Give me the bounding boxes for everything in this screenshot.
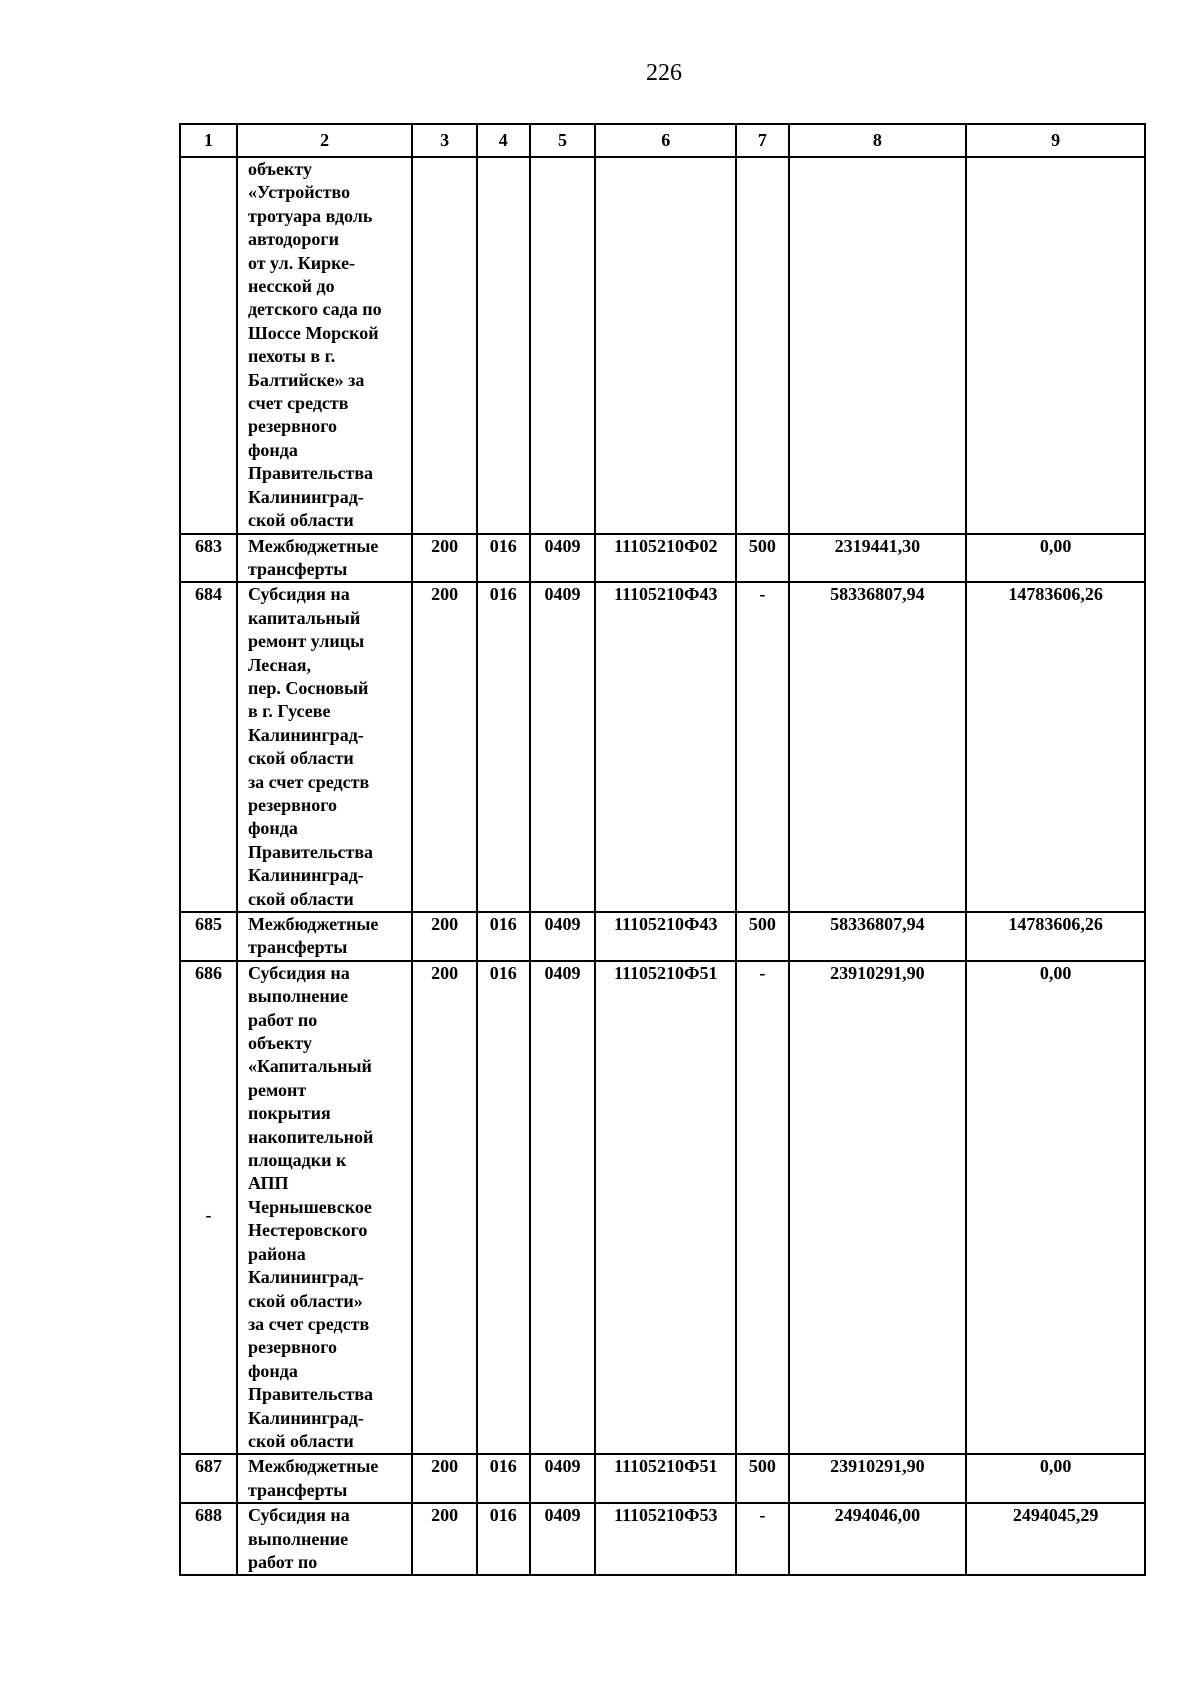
col-header-2: 2 <box>237 124 412 157</box>
table-row <box>180 534 1145 583</box>
col-header-8: 8 <box>789 124 967 157</box>
row-name: Субсидия на выполнение работ по <box>237 1503 412 1575</box>
row-code-6: 11105210Ф43 <box>595 912 736 961</box>
table-row <box>180 1454 1145 1503</box>
table-row <box>180 1503 1145 1575</box>
row-code-7 <box>736 157 788 534</box>
row-code-4: 016 <box>477 1503 529 1575</box>
row-code-7: - <box>736 1503 788 1575</box>
row-number: 683 <box>180 534 237 583</box>
table-row <box>180 961 1145 1455</box>
row-code-3: 200 <box>412 1454 477 1503</box>
row-code-4: 016 <box>477 961 529 1455</box>
table-row <box>180 157 1145 534</box>
row-code-5: 0409 <box>530 582 596 912</box>
row-number: 684 <box>180 582 237 912</box>
row-amount-9: 0,00 <box>966 534 1145 583</box>
row-code-5: 0409 <box>530 912 596 961</box>
row-amount-8: 58336807,94 <box>789 912 967 961</box>
row-code-7: - <box>736 961 788 1455</box>
row-code-3: 200 <box>412 582 477 912</box>
row-amount-9: 2494045,29 <box>966 1503 1145 1575</box>
row-code-5: 0409 <box>530 1454 596 1503</box>
row-code-3: 200 <box>412 912 477 961</box>
row-code-4: 016 <box>477 1454 529 1503</box>
row-number <box>180 157 237 534</box>
row-code-3: 200 <box>412 534 477 583</box>
row-amount-8: 58336807,94 <box>789 582 967 912</box>
row-number: 685 <box>180 912 237 961</box>
row-code-7: 500 <box>736 912 788 961</box>
row-amount-8: 2319441,30 <box>789 534 967 583</box>
header-row <box>180 124 1145 157</box>
row-amount-8: 23910291,90 <box>789 1454 967 1503</box>
col-header-5: 5 <box>530 124 596 157</box>
row-name: Межбюджетные трансферты <box>237 912 412 961</box>
row-code-7: 500 <box>736 1454 788 1503</box>
row-code-6 <box>595 157 736 534</box>
row-code-6: 11105210Ф43 <box>595 582 736 912</box>
row-code-5 <box>530 157 596 534</box>
row-name: объекту «Устройство тротуара вдоль автодороги от ул. Кирке- несской до детского сада по Шоссе Морской пехоты в г. Балтийске» за счет средств резервного фонда Правительства Калининград- ской области <box>237 157 412 534</box>
row-code-3: 200 <box>412 1503 477 1575</box>
row-code-4: 016 <box>477 534 529 583</box>
row-amount-9: 0,00 <box>966 961 1145 1455</box>
row-amount-9 <box>966 157 1145 534</box>
col-header-7: 7 <box>736 124 788 157</box>
col-header-4: 4 <box>477 124 529 157</box>
row-code-7: 500 <box>736 534 788 583</box>
row-amount-8 <box>789 157 967 534</box>
row-code-7: - <box>736 582 788 912</box>
row-number: 688 <box>180 1503 237 1575</box>
row-code-4 <box>477 157 529 534</box>
row-amount-8: 2494046,00 <box>789 1503 967 1575</box>
row-code-4: 016 <box>477 582 529 912</box>
row-amount-9: 14783606,26 <box>966 582 1145 912</box>
row-amount-9: 0,00 <box>966 1454 1145 1503</box>
row-code-6: 11105210Ф51 <box>595 1454 736 1503</box>
row-code-5: 0409 <box>530 534 596 583</box>
row-code-3 <box>412 157 477 534</box>
row-code-6: 11105210Ф53 <box>595 1503 736 1575</box>
budget-table <box>179 123 1146 1576</box>
row-name: Межбюджетные трансферты <box>237 1454 412 1503</box>
col-header-6: 6 <box>595 124 736 157</box>
table-row <box>180 582 1145 912</box>
row-code-6: 11105210Ф02 <box>595 534 736 583</box>
stray-dash-mark: - <box>205 1204 212 1225</box>
col-header-3: 3 <box>412 124 477 157</box>
row-code-3: 200 <box>412 961 477 1455</box>
col-header-9: 9 <box>966 124 1145 157</box>
row-code-6: 11105210Ф51 <box>595 961 736 1455</box>
row-name: Межбюджетные трансферты <box>237 534 412 583</box>
row-number: 686 <box>194 962 222 983</box>
row-number-cell <box>180 961 237 1455</box>
page-number: 226 <box>646 60 682 86</box>
table-row <box>180 912 1145 961</box>
row-name: Субсидия на выполнение работ по объекту «Капитальный ремонт покрытия накопительной площадки к АПП Чернышевское Нестеровского района Калининград- ской области» за счет средств резервного фонда Правительства Калининград- ской области <box>237 961 412 1455</box>
row-code-4: 016 <box>477 912 529 961</box>
row-amount-9: 14783606,26 <box>966 912 1145 961</box>
row-code-5: 0409 <box>530 961 596 1455</box>
row-amount-8: 23910291,90 <box>789 961 967 1455</box>
col-header-1: 1 <box>180 124 237 157</box>
row-number: 687 <box>180 1454 237 1503</box>
row-name: Субсидия на капитальный ремонт улицы Лесная, пер. Сосновый в г. Гусеве Калининград- ской области за счет средств резервного фонда Правительства Калининград- ской области <box>237 582 412 912</box>
row-code-5: 0409 <box>530 1503 596 1575</box>
